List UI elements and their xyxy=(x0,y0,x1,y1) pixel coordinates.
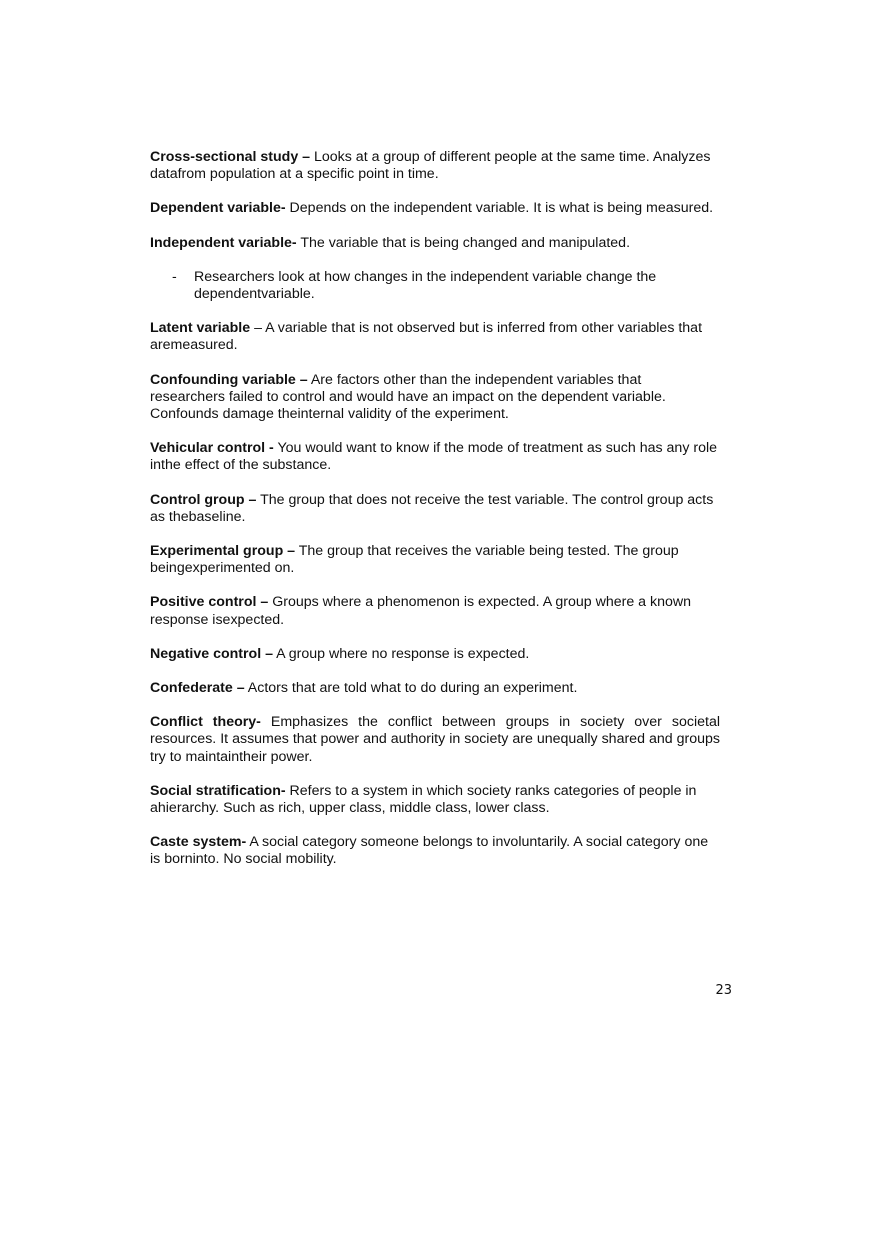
entry-confounding-variable xyxy=(150,372,720,424)
definition: Refers to a system in which society ranks categories of people in ahierarchy. Such as rich, upper class, middle class, lower class. xyxy=(150,782,697,817)
entry-experimental-group xyxy=(150,543,720,577)
page-number: 23 xyxy=(715,983,732,998)
definition: Are factors other than the independent variables that researchers failed to control and would have an impact on the dependent variable. Confounds damage theinternal validity of the experiment. xyxy=(150,371,666,423)
term: Experimental group – xyxy=(150,543,296,560)
entry-vehicular-control xyxy=(150,440,720,474)
term: Conflict theory- xyxy=(150,714,261,731)
independent-variable-bullets xyxy=(150,269,720,303)
bullet-text: Researchers look at how changes in the independent variable change the dependentvariable. xyxy=(194,268,657,303)
term: Vehicular control - xyxy=(150,440,274,457)
definition: You would want to know if the mode of treatment as such has any role inthe effect of the substance. xyxy=(150,440,718,474)
term: Confounding variable – xyxy=(150,371,308,388)
definition: The variable that is being changed and manipulated. xyxy=(296,234,631,251)
term: Independent variable- xyxy=(150,234,297,251)
definition: Actors that are told what to do during an experiment. xyxy=(244,680,578,697)
entry-confederate xyxy=(150,680,720,697)
term: Confederate – xyxy=(150,680,245,697)
definition: – A variable that is not observed but is inferred from other variables that aremeasured. xyxy=(150,320,703,354)
term: Social stratification- xyxy=(150,782,286,799)
term: Control group – xyxy=(150,491,257,508)
entry-control-group xyxy=(150,492,720,526)
definition: Looks at a group of different people at the same time. Analyzes datafrom population at a specific point in time. xyxy=(150,149,711,183)
entry-caste-system xyxy=(150,834,720,868)
term: Negative control – xyxy=(150,645,273,662)
definition: Groups where a phenomenon is expected. A group where a known response isexpected. xyxy=(150,594,692,628)
glossary-content xyxy=(150,149,720,886)
definition: A social category someone belongs to involuntarily. A social category one is borninto. No social mobility. xyxy=(150,834,709,868)
entry-independent-variable xyxy=(150,235,720,252)
list-item xyxy=(150,269,674,303)
definition: The group that receives the variable being tested. The group beingexperimented on. xyxy=(150,543,679,577)
definition: Depends on the independent variable. It is what is being measured. xyxy=(285,200,714,217)
entry-latent-variable xyxy=(150,320,720,354)
entry-social-stratification xyxy=(150,783,720,817)
entry-conflict-theory xyxy=(150,714,720,766)
entry-negative-control xyxy=(150,646,720,663)
definition: Emphasizes the conflict between groups in society over societal resources. It assumes that power and authority in society are unequally shared and groups try to maintaintheir power. xyxy=(150,714,720,765)
term: Positive control – xyxy=(150,594,269,611)
term: Caste system- xyxy=(150,834,247,851)
entry-cross-sectional-study xyxy=(150,149,720,183)
entry-positive-control xyxy=(150,594,720,628)
entry-dependent-variable xyxy=(150,200,720,217)
bullet-marker: - xyxy=(172,268,177,285)
term: Latent variable xyxy=(150,320,251,337)
definition: A group where no response is expected. xyxy=(273,645,530,662)
term: Cross-sectional study – xyxy=(150,149,311,165)
definition: The group that does not receive the test variable. The control group acts as thebaseline. xyxy=(150,491,714,525)
term: Dependent variable- xyxy=(150,200,286,217)
